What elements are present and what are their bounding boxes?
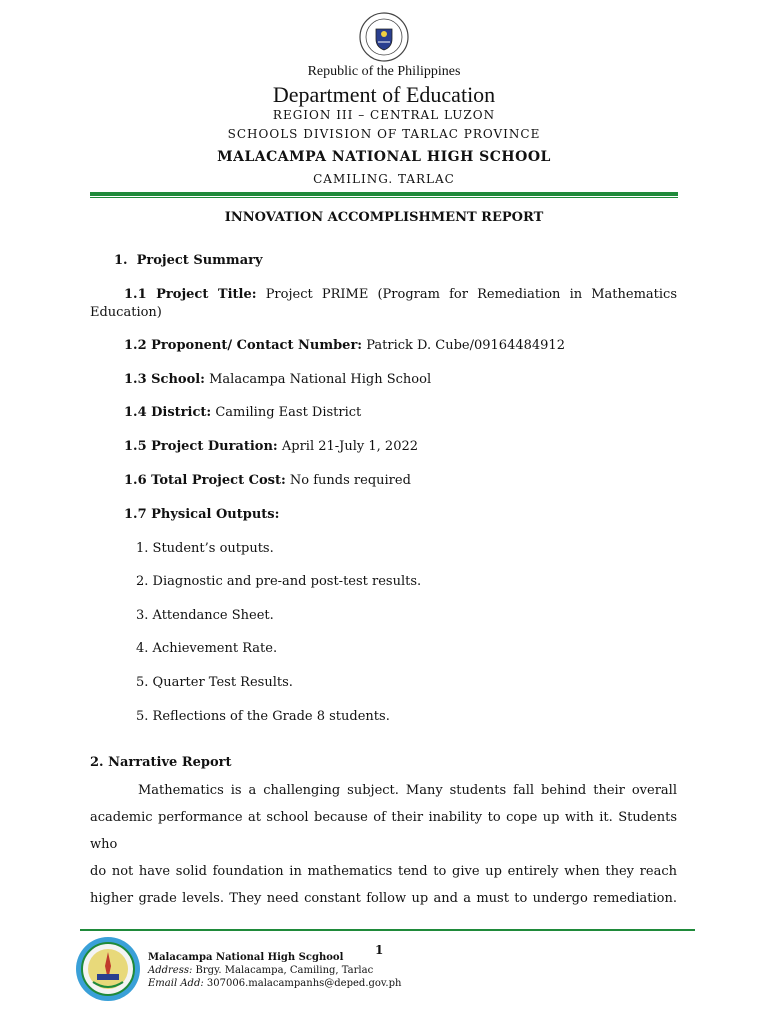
email-label: Email Add: [148,978,204,989]
narrative-line: academic performance at school because of their inability to cope up with it. Students who [90,810,677,852]
address-value: Brgy. Malacampa, Camiling, Tarlac [195,965,374,976]
narrative-line: do not have solid foundation in mathematics tend to give up entirely when they reach [90,864,677,879]
section-heading-summary: 1. Project Summary [114,253,263,268]
cost-label: 1.6 Total Project Cost: [124,473,286,488]
output-item: 1. Student’s outputs. [136,541,274,556]
narrative-line: Mathematics is a challenging subject. Many students fall behind their overall [138,783,677,798]
region-text: REGION III – CENTRAL LUZON [272,108,496,122]
footer-school-name: Malacampa National High Scghool [148,952,344,963]
school-value: Malacampa National High School [209,372,432,387]
proponent-value: Patrick D. Cube/09164484912 [366,338,565,353]
project-title-line1 [90,285,677,305]
duration-row [124,437,418,457]
output-item: 3. Attendance Sheet. [136,608,274,623]
duration-label: 1.5 Project Duration: [124,439,278,454]
school-name: MALACAMPA NATIONAL HIGH SCHOOL [217,149,551,165]
footer-email [148,977,401,990]
proponent-label: 1.2 Proponent/ Contact Number: [124,338,363,353]
narrative-line: higher grade levels. They need constant follow up and a must to undergo remediation. [90,891,677,906]
district-label: 1.4 District: [124,405,212,420]
output-item: 2. Diagnostic and pre-and post-test results. [136,574,422,589]
deped-seal-icon [359,12,409,62]
project-title-line2: Education) [90,305,162,320]
school-logo-icon [75,936,141,1002]
district-value: Camiling East District [215,405,362,420]
output-item: 4. Achievement Rate. [136,641,278,656]
section-heading-narrative: 2. Narrative Report [90,755,232,770]
output-item: 5. Reflections of the Grade 8 students. [136,709,390,724]
division-text: SCHOOLS DIVISION OF TARLAC PROVINCE [227,127,541,141]
proponent-row [124,336,565,356]
footer-divider [80,929,695,931]
republic-text: Republic of the Philippines [307,64,461,79]
cost-value: No funds required [289,473,411,488]
school-row [124,370,431,390]
duration-value: April 21-July 1, 2022 [281,439,419,454]
header-divider [90,192,678,196]
district-row [124,403,361,423]
outputs-row [124,505,279,525]
project-title-value: Project PRIME (Program for Remediation in Mathematics [265,287,678,302]
location-text: CAMILING. TARLAC [313,172,455,186]
header-divider-thin [90,197,678,198]
report-title: INNOVATION ACCOMPLISHMENT REPORT [224,210,544,225]
narrative-paragraph [90,777,677,912]
footer-address [148,964,373,977]
department-title: Department of Education [272,82,496,107]
address-label: Address: [148,965,193,976]
page-number: 1 [375,943,384,957]
school-label: 1.3 School: [124,372,205,387]
cost-row [124,471,411,491]
outputs-label: 1.7 Physical Outputs: [124,507,280,522]
email-value: 307006.malacampanhs@deped.gov.ph [206,978,402,989]
project-title-label: 1.1 Project Title: [124,287,257,302]
output-item: 5. Quarter Test Results. [136,675,293,690]
